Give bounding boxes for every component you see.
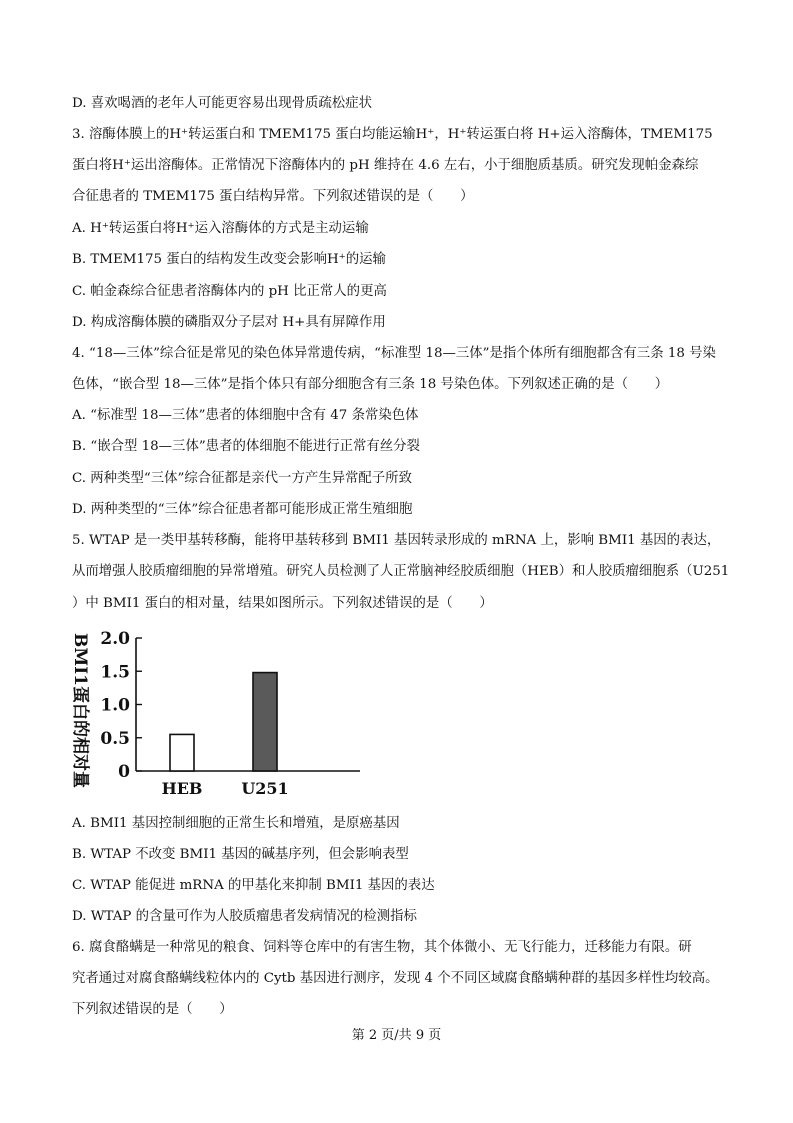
bars — [170, 673, 277, 771]
bar-u251 — [253, 673, 277, 771]
option-line: B. WTAP 不改变 BMI1 基因的碱基序列，但会影响表型 — [72, 847, 409, 862]
text-line: 合征患者的 TMEM175 蛋白结构异常。下列叙述错误的是（ ） — [72, 189, 474, 204]
question-3-line: 3. 溶酶体膜上的H⁺转运蛋白和 TMEM175 蛋白均能运输H⁺，H⁺转运蛋白将 H+运入溶酶体，TMEM175 — [72, 127, 713, 142]
y-tick-label: 1.5 — [100, 662, 130, 683]
text-line: 蛋白将H⁺运出溶酶体。正常情况下溶酶体内的 pH 维持在 4.6 左右，小于细胞质基质。研究发现帕金森综 — [72, 158, 699, 173]
option-line: A. H⁺转运蛋白将H⁺运入溶酶体的方式是主动运输 — [72, 221, 369, 236]
option-line: A. BMI1 基因控制细胞的正常生长和增殖，是原癌基因 — [72, 816, 400, 831]
text-line: 究者通过对腐食酪螨线粒体内的 Cytb 基因进行测序，发现 4 个不同区域腐食酪螨种群的基因多样性均较高。 — [72, 971, 719, 986]
y-tick-label: 0.5 — [100, 728, 130, 749]
question-5-line: 5. WTAP 是一类甲基转移酶，能将甲基转移到 BMI1 基因转录形成的 mRNA 上，影响 BMI1 基因的表达， — [72, 533, 721, 548]
x-tick-label: U251 — [241, 779, 289, 798]
x-axis-labels — [162, 779, 289, 798]
option-line: C. 帕金森综合征患者溶酶体内的 pH 比正常人的更高 — [72, 284, 387, 299]
text-line: 下列叙述错误的是（ ） — [72, 1002, 233, 1017]
text-line: 从而增强人胶质瘤细胞的异常增殖。研究人员检测了人正常脑神经胶质细胞（HEB）和人胶质瘤细胞系（U251 — [72, 564, 730, 579]
option-line: B. “嵌合型 18—三体”患者的体细胞不能进行正常有丝分裂 — [72, 439, 420, 454]
option-line: C. 两种类型“三体”综合征都是亲代一方产生异常配子所致 — [72, 471, 412, 486]
bar-heb — [170, 734, 194, 771]
y-tick-label: 2.0 — [100, 629, 130, 649]
y-tick-label: 1.0 — [100, 695, 130, 716]
x-tick-label: HEB — [161, 779, 203, 798]
option-line: D. 两种类型的“三体”综合征患者都可能形成正常生殖细胞 — [72, 502, 413, 517]
y-axis-title: BMI1蛋白的相对量 — [70, 633, 90, 788]
question-4-line: 4. “18—三体”综合征是常见的染色体异常遗传病，“标准型 18—三体”是指个体所有细胞都含有三条 18 号染 — [72, 346, 716, 361]
text-line: D. 喜欢喝酒的老年人可能更容易出现骨质疏松症状 — [72, 96, 372, 111]
text-line: 色体，“嵌合型 18—三体”是指个体只有部分细胞含有三条 18 号染色体。下列叙述正确的是（ ） — [72, 377, 669, 392]
question-6-line: 6. 腐食酪螨是一种常见的粮食、饲料等仓库中的有害生物，其个体微小、无飞行能力，迁移能力有限。研 — [72, 940, 692, 955]
y-axis-label — [70, 633, 91, 788]
option-line: D. WTAP 的含量可作为人胶质瘤患者发病情况的检测指标 — [72, 909, 417, 924]
y-tick-label: 0 — [118, 762, 130, 782]
option-line: A. “标准型 18—三体”患者的体细胞中含有 47 条常染色体 — [72, 408, 419, 423]
option-line: B. TMEM175 蛋白的结构发生改变会影响H⁺的运输 — [72, 252, 386, 267]
page-footer: 第 2 页/共 9 页 — [351, 1028, 442, 1043]
text-line: ）中 BMI1 蛋白的相对量，结果如图所示。下列叙述错误的是（ ） — [72, 596, 493, 611]
option-line: D. 构成溶酶体膜的磷脂双分子层对 H+具有屏障作用 — [72, 315, 386, 330]
option-line: C. WTAP 能促进 mRNA 的甲基化来抑制 BMI1 基因的表达 — [72, 878, 435, 893]
bmi1-bar-chart — [66, 628, 366, 803]
